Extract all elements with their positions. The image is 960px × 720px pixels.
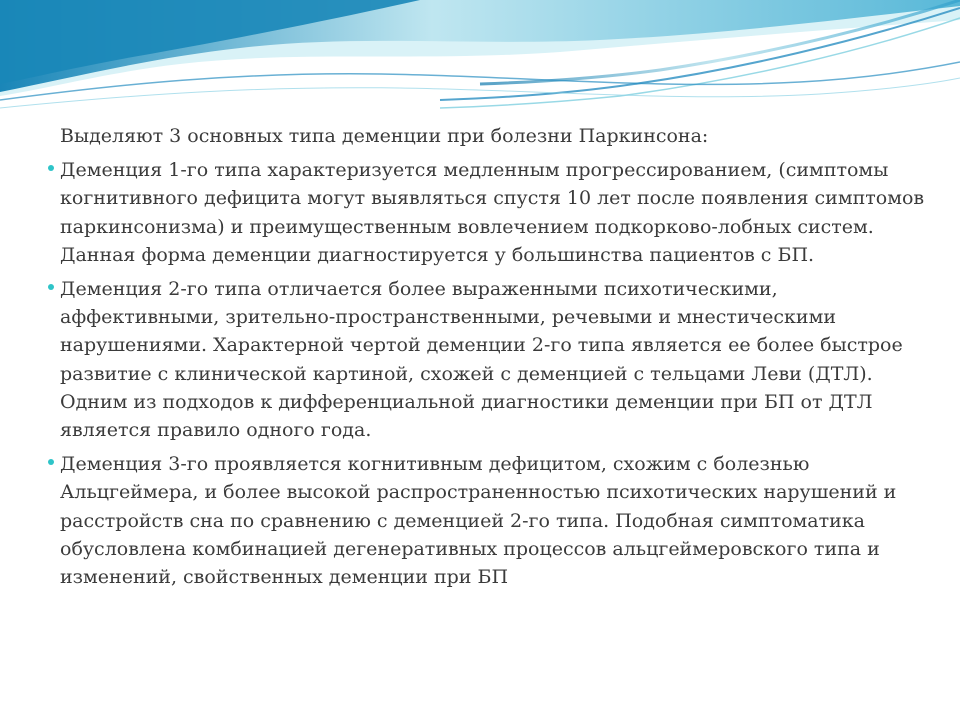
intro-text: Выделяют 3 основных типа деменции при болезни Паркинсона: <box>60 125 709 147</box>
bullet-dot-icon <box>48 284 54 290</box>
wave-header-decoration <box>0 0 960 140</box>
bullet-list <box>48 156 938 591</box>
slide-body <box>48 122 938 597</box>
bullet-text: Деменция 3-го проявляется когнитивным дефицитом, схожим с болезнью Альцгеймера, и более высокой распространенностью психотических нарушений и расстройств сна по сравнению с деменцией 2-го типа. Подобная симптоматика обусловлена комбинацией дегенеративных процессов альцгеймеровского типа и изменений, свойственных деменции при БП <box>60 453 897 589</box>
bullet-dot-icon <box>48 165 54 171</box>
bullet-text: Деменция 1-го типа характеризуется медленным прогрессированием, (симптомы когнитивного дефицита могут выявляться спустя 10 лет после появления симптомов паркинсонизма) и преимущественным вовлечением подкорково-лобных систем. Данная форма деменции диагностируется у большинства пациентов с БП. <box>60 159 925 266</box>
list-item <box>48 450 938 591</box>
bullet-text: Деменция 2-го типа отличается более выраженными психотическими, аффективными, зрительно-пространственными, речевыми и мнестическими нарушениями. Характерной чертой деменции 2-го типа является ее более быстрое развитие с клинической картиной, схожей с деменцией с тельцами Леви (ДТЛ). Одним из подходов к дифференциальной диагностики деменции при БП от ДТЛ является правило одного года. <box>60 278 903 442</box>
list-item <box>48 156 938 269</box>
bullet-dot-icon <box>48 459 54 465</box>
list-item <box>48 275 938 444</box>
